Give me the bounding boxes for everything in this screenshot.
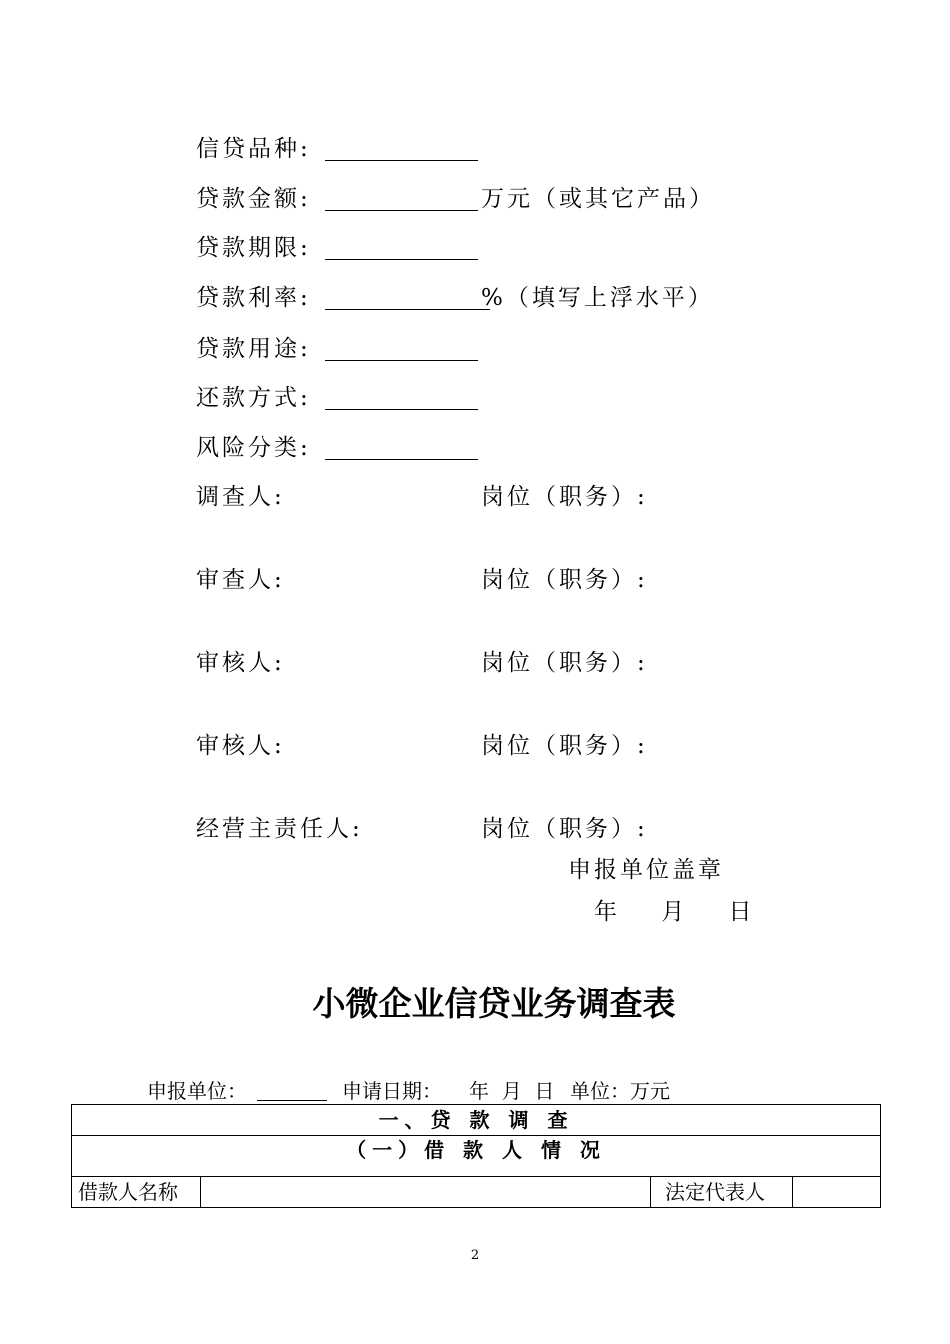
seal-date-line: 年 月 日 <box>594 899 755 925</box>
field-blank <box>325 259 478 260</box>
form-title: 小微企业信贷业务调查表 <box>312 984 676 1023</box>
field-blank <box>325 309 490 310</box>
field-blank <box>325 160 478 161</box>
field-label: 贷款期限: <box>196 235 311 261</box>
declaring-unit-blank <box>257 1100 327 1101</box>
page-number: 2 <box>470 1248 480 1263</box>
field-suffix: %（填写上浮水平） <box>481 285 714 311</box>
field-blank <box>325 360 478 361</box>
signatory-position: 岗位（职务）: <box>481 733 648 759</box>
signatory-position: 岗位（职务）: <box>481 816 648 842</box>
borrower-name-cell[interactable] <box>201 1177 651 1208</box>
table-row <box>72 1136 881 1177</box>
survey-table <box>71 1104 881 1208</box>
unit-label: 单位：万元 <box>570 1079 670 1103</box>
legal-rep-label: 法定代表人 <box>651 1177 793 1208</box>
field-blank <box>325 409 478 410</box>
field-label: 风险分类: <box>196 435 311 461</box>
section-heading: 一、贷 款 调 查 <box>72 1105 881 1136</box>
unit-seal-label: 申报单位盖章 <box>568 857 724 883</box>
signatory-investigator: 调查人: <box>196 484 285 510</box>
signatory-reviewer: 审查人: <box>196 567 285 593</box>
table-row <box>72 1105 881 1136</box>
signatory-auditor: 审核人: <box>196 650 285 676</box>
field-blank <box>325 210 478 211</box>
signatory-auditor-2: 审核人: <box>196 733 285 759</box>
table-row <box>72 1177 881 1208</box>
field-label: 贷款用途: <box>196 336 311 362</box>
signatory-position: 岗位（职务）: <box>481 484 648 510</box>
field-suffix: 万元（或其它产品） <box>481 186 715 212</box>
field-label: 还款方式: <box>196 385 311 411</box>
subsection-heading: （一）借 款 人 情 况 <box>72 1136 881 1177</box>
field-label: 贷款金额: <box>196 186 311 212</box>
declaring-unit-label: 申报单位： <box>147 1079 247 1103</box>
field-label: 信贷品种: <box>196 136 311 162</box>
signatory-position: 岗位（职务）: <box>481 650 648 676</box>
signatory-business-manager: 经营主责任人: <box>196 816 363 842</box>
application-date-label: 申请日期： <box>342 1079 442 1103</box>
application-date-parts: 年 月 日 <box>469 1079 555 1103</box>
signatory-position: 岗位（职务）: <box>481 567 648 593</box>
legal-rep-cell[interactable] <box>793 1177 881 1208</box>
field-label: 贷款利率: <box>196 285 311 311</box>
field-blank <box>325 459 478 460</box>
borrower-name-label: 借款人名称 <box>72 1177 201 1208</box>
